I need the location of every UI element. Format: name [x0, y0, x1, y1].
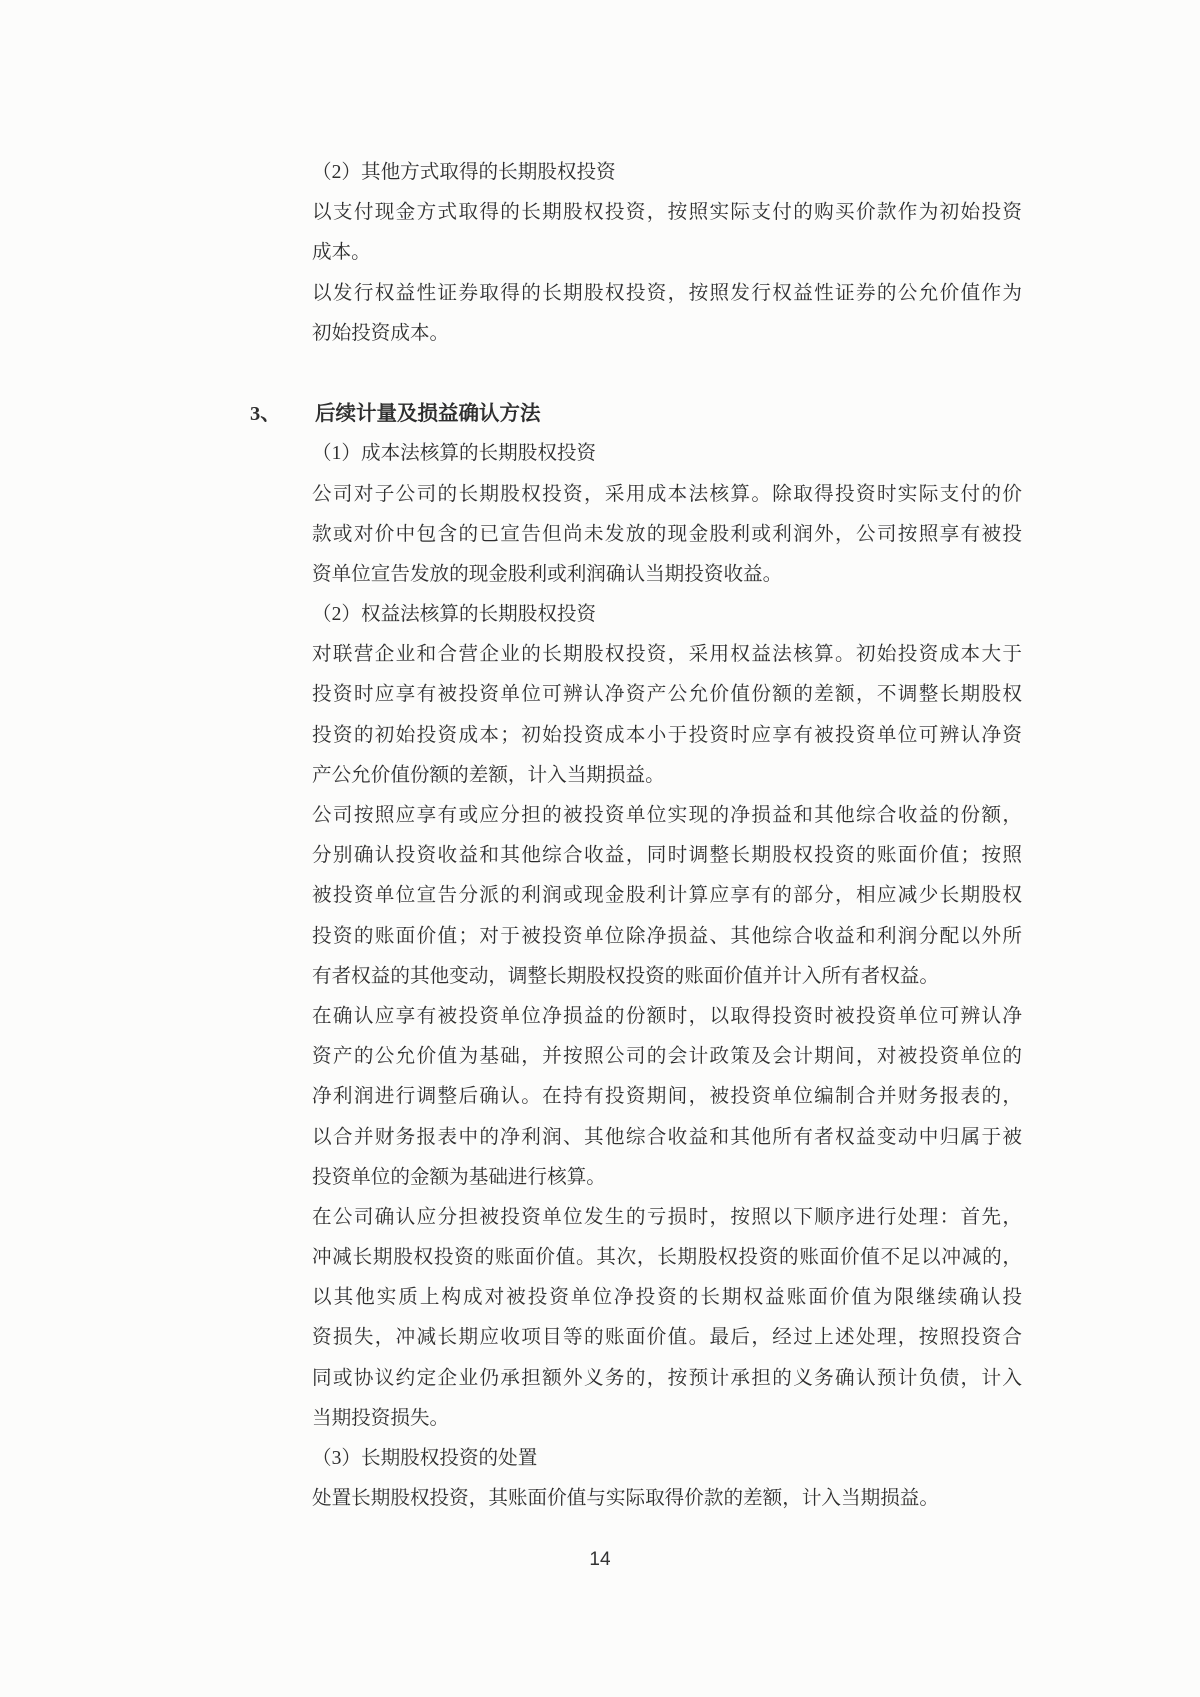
text-line: 款或对价中包含的已宣告但尚未发放的现金股利或利润外，公司按照享有被投 [312, 523, 1022, 545]
text-line: 分别确认投资收益和其他综合收益，同时调整长期股权投资的账面价值；按照 [312, 845, 1022, 867]
sub-heading: （3）长期股权投资的处置 [312, 1448, 538, 1469]
text-line: 对联营企业和合营企业的长期股权投资，采用权益法核算。初始投资成本大于 [312, 644, 1022, 666]
text-line: 同或协议约定企业仍承担额外义务的，按预计承担的义务确认预计负债，计入 [312, 1367, 1022, 1389]
text-line: 投资的初始投资成本；初始投资成本小于投资时应享有被投资单位可辨认净资 [312, 724, 1022, 746]
text-line: 资单位宣告发放的现金股利或利润确认当期投资收益。 [312, 563, 783, 585]
text-line: 有者权益的其他变动，调整长期股权投资的账面价值并计入所有者权益。 [312, 965, 939, 987]
text-line: 净利润进行调整后确认。在持有投资期间，被投资单位编制合并财务报表的， [312, 1086, 1022, 1108]
text-line: 以发行权益性证券取得的长期股权投资，按照发行权益性证券的公允价值作为 [312, 282, 1022, 304]
sub-heading: （2）其他方式取得的长期股权投资 [312, 162, 616, 183]
text-line: 投资时应享有被投资单位可辨认净资产公允价值份额的差额，不调整长期股权 [312, 684, 1022, 706]
text-line: 投资的账面价值；对于被投资单位除净损益、其他综合收益和利润分配以外所 [312, 925, 1022, 947]
text-line: 当期投资损失。 [312, 1407, 450, 1429]
text-line: 公司对子公司的长期股权投资，采用成本法核算。除取得投资时实际支付的价 [312, 483, 1022, 505]
section-number: 3、 [250, 403, 281, 426]
text-line: 以支付现金方式取得的长期股权投资，按照实际支付的购买价款作为初始投资 [312, 202, 1022, 224]
text-line: 处置长期股权投资，其账面价值与实际取得价款的差额，计入当期损益。 [312, 1488, 939, 1510]
text-line: 资损失，冲减长期应收项目等的账面价值。最后，经过上述处理，按照投资合 [312, 1327, 1022, 1349]
text-line: 成本。 [312, 242, 371, 264]
sub-heading: （1）成本法核算的长期股权投资 [312, 443, 597, 465]
page-number: 14 [589, 1549, 611, 1570]
section-title: 后续计量及损益确认方法 [315, 403, 541, 426]
text-line: 冲减长期股权投资的账面价值。其次，长期股权投资的账面价值不足以冲减的， [312, 1247, 1022, 1269]
text-line: 资产的公允价值为基础，并按照公司的会计政策及会计期间，对被投资单位的 [312, 1046, 1022, 1068]
text-line: 在公司确认应分担被投资单位发生的亏损时，按照以下顺序进行处理：首先， [312, 1206, 1022, 1228]
text-line: 初始投资成本。 [312, 322, 450, 344]
text-line: 以其他实质上构成对被投资单位净投资的长期权益账面价值为限继续确认投 [312, 1287, 1022, 1309]
text-content [250, 153, 1022, 1519]
text-line: 公司按照应享有或应分担的被投资单位实现的净损益和其他综合收益的份额， [312, 805, 1022, 826]
sub-heading: （2）权益法核算的长期股权投资 [312, 604, 597, 626]
text-line: 产公允价值份额的差额，计入当期损益。 [312, 764, 665, 786]
text-line: 被投资单位宣告分派的利润或现金股利计算应享有的部分，相应减少长期股权 [312, 885, 1022, 907]
section-heading [250, 394, 1022, 434]
blank-line [250, 354, 1022, 394]
text-line: 以合并财务报表中的净利润、其他综合收益和其他所有者权益变动中归属于被 [312, 1126, 1022, 1148]
text-line: 在确认应享有被投资单位净损益的份额时，以取得投资时被投资单位可辨认净 [312, 1005, 1022, 1027]
text-line: 投资单位的金额为基础进行核算。 [312, 1166, 606, 1188]
